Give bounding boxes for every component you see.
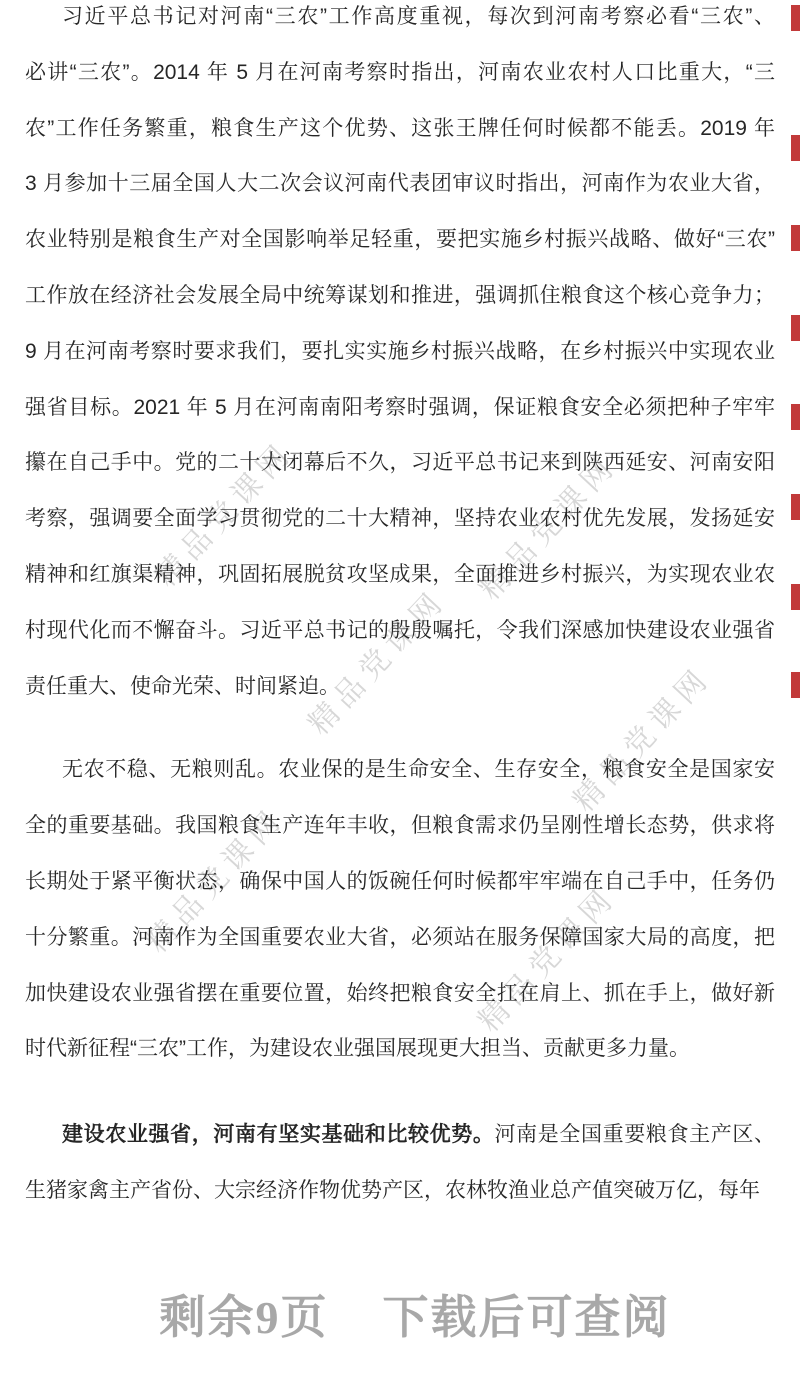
- paragraph-2: [25, 742, 775, 1077]
- paragraph-3: [25, 1107, 775, 1219]
- paragraph-line: [25, 1107, 775, 1163]
- paragraph-line: 时代新征程“三农”工作，为建设农业强国展现更大担当、贡献更多力量。: [25, 1037, 690, 1061]
- paragraph-line: 农”工作任务繁重，粮食生产这个优势、这张王牌任何时候都不能丢。2019 年: [25, 116, 775, 140]
- remaining-pages-label: 剩余9页: [159, 1291, 329, 1343]
- paragraph-line: 十分繁重。河南作为全国重要农业大省，必须站在服务保障国家大局的高度，把: [25, 925, 775, 949]
- paragraph-line: 攥在自己手中。党的二十大闭幕后不久，习近平总书记来到陕西延安、河南安阳: [25, 451, 775, 475]
- preview-footer-notice: [25, 1288, 775, 1348]
- watermark-text: 精品党课网: [473, 448, 624, 607]
- paragraph-line: 加快建设农业强省摆在重要位置，始终把粮食安全扛在肩上、抓在手上，做好新: [25, 981, 775, 1005]
- paragraph-line: 9 月在河南考察时要求我们，要扎实实施乡村振兴战略，在乡村振兴中实现农业: [25, 339, 775, 363]
- paragraph-line: 习近平总书记对河南“三农”工作高度重视，每次到河南考察必看“三农”、: [62, 5, 775, 28]
- watermark-text: 精品党课网: [567, 660, 718, 819]
- paragraph-line: 工作放在经济社会发展全局中统筹谋划和推进，强调抓住粮食这个核心竞争力；: [25, 283, 775, 307]
- watermark-text: 精品党课网: [472, 880, 623, 1039]
- paragraph-line: 考察，强调要全面学习贯彻党的二十大精神，坚持农业农村优先发展，发扬延安: [25, 507, 775, 531]
- paragraph-line: 责任重大、使命光荣、时间紧迫。: [25, 674, 340, 698]
- paragraph-line: 全的重要基础。我国粮食生产连年丰收，但粮食需求仍呈刚性增长态势，供求将: [25, 814, 775, 838]
- download-hint-label: 下载后可查阅: [382, 1291, 671, 1343]
- paragraph-lead-bold: 建设农业强省，河南有坚实基础和比较优势。: [62, 1123, 495, 1147]
- paragraph-1: [25, 0, 775, 714]
- watermark-text: 精品党课网: [140, 801, 291, 960]
- paragraph-line: 必讲“三农”。2014 年 5 月在河南考察时指出，河南农业农村人口比重大，“三: [25, 60, 775, 84]
- paragraph-line: 村现代化而不懈奋斗。习近平总书记的殷殷嘱托，令我们深感加快建设农业强省: [25, 618, 775, 642]
- paragraph-line: 无农不稳、无粮则乱。农业保的是生命安全、生存安全，粮食安全是国家安: [62, 758, 775, 782]
- paragraph-line: 农业特别是粮食生产对全国影响举足轻重，要把实施乡村振兴战略、做好“三农”: [25, 228, 775, 252]
- paragraph-line: 长期处于紧平衡状态，确保中国人的饭碗任何时候都牢牢端在自己手中，任务仍: [25, 869, 775, 893]
- watermark-text: 精品党课网: [149, 435, 300, 594]
- paragraph-line: 精神和红旗渠精神，巩固拓展脱贫攻坚成果，全面推进乡村振兴，为实现农业农: [25, 562, 775, 586]
- paragraph-text: 河南是全国重要粮食主产区、: [494, 1123, 775, 1147]
- paragraph-line: 强省目标。2021 年 5 月在河南南阳考察时强调，保证粮食安全必须把种子牢牢: [25, 395, 775, 419]
- paragraph-line: 生猪家禽主产省份、大宗经济作物优势产区，农林牧渔业总产值突破万亿，每年: [25, 1178, 760, 1202]
- paragraph-line: 3 月参加十三届全国人大二次会议河南代表团审议时指出，河南作为农业大省，: [25, 172, 775, 196]
- watermark-text: 精品党课网: [302, 583, 453, 742]
